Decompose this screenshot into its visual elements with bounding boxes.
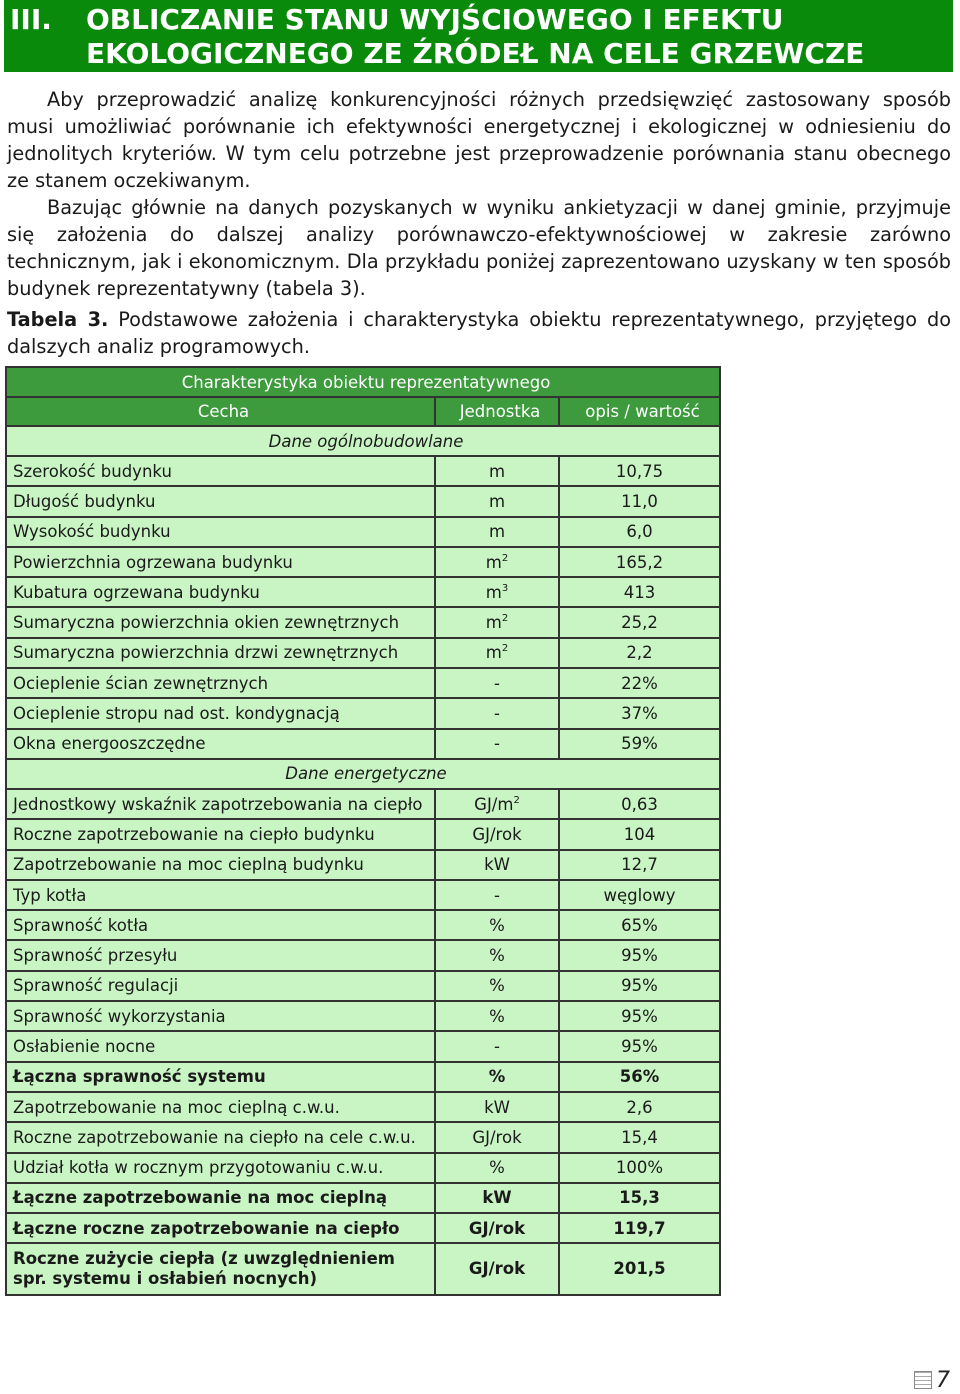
cell-value: 0,63: [559, 789, 720, 819]
cell-feature: Sumaryczna powierzchnia drzwi zewnętrznych: [6, 638, 435, 668]
cell-feature: Zapotrzebowanie na moc cieplną budynku: [6, 850, 435, 880]
cell-unit: [435, 638, 559, 668]
table-row: [6, 940, 720, 970]
column-header-value: opis / wartość: [559, 397, 720, 426]
cell-value: 65%: [559, 910, 720, 940]
cell-unit: [435, 1122, 559, 1152]
table-row: [6, 486, 720, 516]
cell-feature: Udział kotła w rocznym przygotowaniu c.w.u.: [6, 1153, 435, 1183]
cell-unit: [435, 698, 559, 728]
cell-feature: Jednostkowy wskaźnik zapotrzebowania na ciepło: [6, 789, 435, 819]
table-row: [6, 850, 720, 880]
paragraph-1: Aby przeprowadzić analizę konkurencyjności różnych przedsięwzięć zastosowany sposób musi umożliwiać porównanie ich efektywności energetycznej i ekologicznej w odniesieniu do jednolitych kryteriów. W tym celu potrzebne jest przeprowadzenie porównania stanu obecnego ze stanem oczekiwanym.: [7, 88, 951, 192]
unit-text: %: [489, 915, 505, 935]
cell-unit: [435, 517, 559, 547]
cell-value: 25,2: [559, 607, 720, 637]
cell-feature: Szerokość budynku: [6, 456, 435, 486]
cell-unit: [435, 1183, 559, 1213]
unit-text: m: [485, 582, 502, 602]
cell-unit: [435, 1031, 559, 1061]
unit-text: %: [489, 1158, 505, 1178]
cell-feature: Powierzchnia ogrzewana budynku: [6, 547, 435, 577]
cell-value: 104: [559, 819, 720, 849]
chapter-title-line-2: EKOLOGICZNEGO ZE ŹRÓDEŁ NA CELE GRZEWCZE: [86, 37, 865, 70]
cell-value: 119,7: [559, 1213, 720, 1243]
cell-unit: [435, 486, 559, 516]
table-row: [6, 1031, 720, 1061]
cell-value: 6,0: [559, 517, 720, 547]
cell-feature: Sumaryczna powierzchnia okien zewnętrznych: [6, 607, 435, 637]
table-row: [6, 1092, 720, 1122]
table-row: [6, 971, 720, 1001]
unit-text: kW: [484, 855, 510, 875]
unit-text: kW: [482, 1188, 512, 1208]
cell-unit: [435, 971, 559, 1001]
cell-value: 95%: [559, 1001, 720, 1031]
unit-exponent: 2: [513, 794, 520, 806]
body-text: [7, 86, 951, 360]
unit-text: -: [494, 673, 500, 693]
cell-feature: Okna energooszczędne: [6, 729, 435, 759]
cell-feature: Osłabienie nocne: [6, 1031, 435, 1061]
table-row: [6, 1213, 720, 1243]
unit-text: GJ/rok: [472, 824, 522, 844]
unit-text: -: [494, 704, 500, 724]
cell-unit: [435, 456, 559, 486]
table-row: [6, 456, 720, 486]
caption-label: Tabela 3.: [7, 308, 109, 331]
cell-unit: [435, 1092, 559, 1122]
cell-feature: Łączna sprawność systemu: [6, 1062, 435, 1092]
cell-value: węglowy: [559, 880, 720, 910]
cell-unit: [435, 1001, 559, 1031]
table-row: [6, 517, 720, 547]
unit-text: m: [485, 552, 502, 572]
table-title: Charakterystyka obiektu reprezentatywnego: [6, 367, 720, 397]
caption-text: Podstawowe założenia i charakterystyka obiektu reprezentatywnego, przyjętego do dalszych analiz programowych.: [7, 308, 951, 358]
unit-exponent: 3: [501, 582, 509, 594]
unit-text: m: [485, 613, 502, 633]
table-row: [6, 880, 720, 910]
cell-value: 2,2: [559, 638, 720, 668]
chapter-title-line-1: OBLICZANIE STANU WYJŚCIOWEGO I EFEKTU: [86, 3, 784, 36]
unit-exponent: 2: [501, 613, 509, 625]
unit-text: m: [488, 461, 506, 481]
section-header-building: Dane ogólnobudowlane: [6, 426, 720, 456]
cell-unit: [435, 1213, 559, 1243]
cell-unit: [435, 1062, 559, 1092]
cell-feature: Sprawność wykorzystania: [6, 1001, 435, 1031]
cell-unit: [435, 910, 559, 940]
chapter-number: III.: [10, 3, 52, 36]
unit-text: kW: [484, 1097, 510, 1117]
cell-unit: [435, 577, 559, 607]
unit-text: -: [494, 1036, 500, 1056]
cell-feature: Wysokość budynku: [6, 517, 435, 547]
table-row: [6, 789, 720, 819]
cell-value: 2,6: [559, 1092, 720, 1122]
table-row: [6, 1153, 720, 1183]
cell-feature: Sprawność kotła: [6, 910, 435, 940]
paragraph-2: Bazując głównie na danych pozyskanych w wyniku ankietyzacji w danej gminie, przyjmuje się założenia do dalszej analizy porównawczo-efektywnościowej w zakresie zarówno technicznym, jak i ekonomicznym. Dla przykładu poniżej zaprezentowano uzyskany w ten sposób budynek reprezentatywny (tabela 3).: [7, 196, 951, 300]
unit-text: GJ/rok: [472, 1127, 522, 1147]
characteristics-table: [5, 366, 721, 1296]
cell-unit: [435, 607, 559, 637]
cell-value: 95%: [559, 971, 720, 1001]
cell-value: 56%: [559, 1062, 720, 1092]
column-header-unit: Jednostka: [435, 397, 559, 426]
table-row: [6, 577, 720, 607]
table-row: [6, 668, 720, 698]
page-number: [914, 1368, 950, 1393]
cell-value: 22%: [559, 668, 720, 698]
table-row: [6, 547, 720, 577]
section-header-energy: Dane energetyczne: [6, 759, 720, 789]
cell-feature: Zapotrzebowanie na moc cieplną c.w.u.: [6, 1092, 435, 1122]
cell-value: 201,5: [559, 1243, 720, 1295]
page-number-text: 7: [936, 1368, 950, 1393]
cell-feature: Roczne zapotrzebowanie na ciepło na cele c.w.u.: [6, 1122, 435, 1152]
cell-value: 15,4: [559, 1122, 720, 1152]
unit-text: GJ/m: [474, 794, 514, 814]
cell-value: 15,3: [559, 1183, 720, 1213]
table-caption: [7, 306, 951, 360]
unit-text: -: [494, 734, 500, 754]
table-row: [6, 638, 720, 668]
cell-unit: [435, 880, 559, 910]
cell-value: 59%: [559, 729, 720, 759]
table-row: [6, 819, 720, 849]
cell-value: 95%: [559, 1031, 720, 1061]
cell-feature: Sprawność regulacji: [6, 971, 435, 1001]
cell-feature: Roczne zapotrzebowanie na ciepło budynku: [6, 819, 435, 849]
chapter-header: [4, 0, 953, 72]
table-row: [6, 729, 720, 759]
unit-exponent: 2: [501, 552, 509, 564]
cell-unit: [435, 940, 559, 970]
cell-value: 11,0: [559, 486, 720, 516]
cell-unit: [435, 1243, 559, 1295]
cell-value: 165,2: [559, 547, 720, 577]
table-row: [6, 1122, 720, 1152]
table-row: [6, 1243, 720, 1295]
unit-text: m: [488, 522, 506, 542]
table-row: [6, 607, 720, 637]
unit-text: %: [488, 1067, 506, 1087]
cell-unit: [435, 789, 559, 819]
cell-feature: Ocieplenie stropu nad ost. kondygnacją: [6, 698, 435, 728]
cell-feature: Długość budynku: [6, 486, 435, 516]
cell-feature: Typ kotła: [6, 880, 435, 910]
unit-text: %: [489, 946, 505, 966]
cell-value: 95%: [559, 940, 720, 970]
cell-feature: Łączne zapotrzebowanie na moc cieplną: [6, 1183, 435, 1213]
cell-feature: Sprawność przesyłu: [6, 940, 435, 970]
cell-unit: [435, 1153, 559, 1183]
cell-unit: [435, 668, 559, 698]
table-row: [6, 1001, 720, 1031]
table-row: [6, 1183, 720, 1213]
cell-value: 37%: [559, 698, 720, 728]
cell-value: 12,7: [559, 850, 720, 880]
unit-text: m: [488, 491, 506, 511]
table-row: [6, 1062, 720, 1092]
table-row: [6, 910, 720, 940]
unit-text: m: [485, 643, 502, 663]
cell-value: 10,75: [559, 456, 720, 486]
cell-feature: Roczne zużycie ciepła (z uwzględnieniem spr. systemu i osłabień nocnych): [6, 1243, 435, 1295]
unit-text: GJ/rok: [468, 1259, 526, 1279]
cell-unit: [435, 729, 559, 759]
cell-unit: [435, 819, 559, 849]
unit-text: %: [489, 1006, 505, 1026]
unit-text: GJ/rok: [468, 1218, 526, 1238]
cell-feature: Ocieplenie ścian zewnętrznych: [6, 668, 435, 698]
unit-exponent: 2: [501, 643, 509, 655]
unit-text: %: [489, 976, 505, 996]
cell-unit: [435, 547, 559, 577]
cell-unit: [435, 850, 559, 880]
cell-value: 413: [559, 577, 720, 607]
column-header-feature: Cecha: [6, 397, 435, 426]
table-row: [6, 698, 720, 728]
cell-feature: Łączne roczne zapotrzebowanie na ciepło: [6, 1213, 435, 1243]
cell-value: 100%: [559, 1153, 720, 1183]
unit-text: -: [494, 885, 500, 905]
cell-feature: Kubatura ogrzewana budynku: [6, 577, 435, 607]
page-icon: [914, 1371, 932, 1389]
